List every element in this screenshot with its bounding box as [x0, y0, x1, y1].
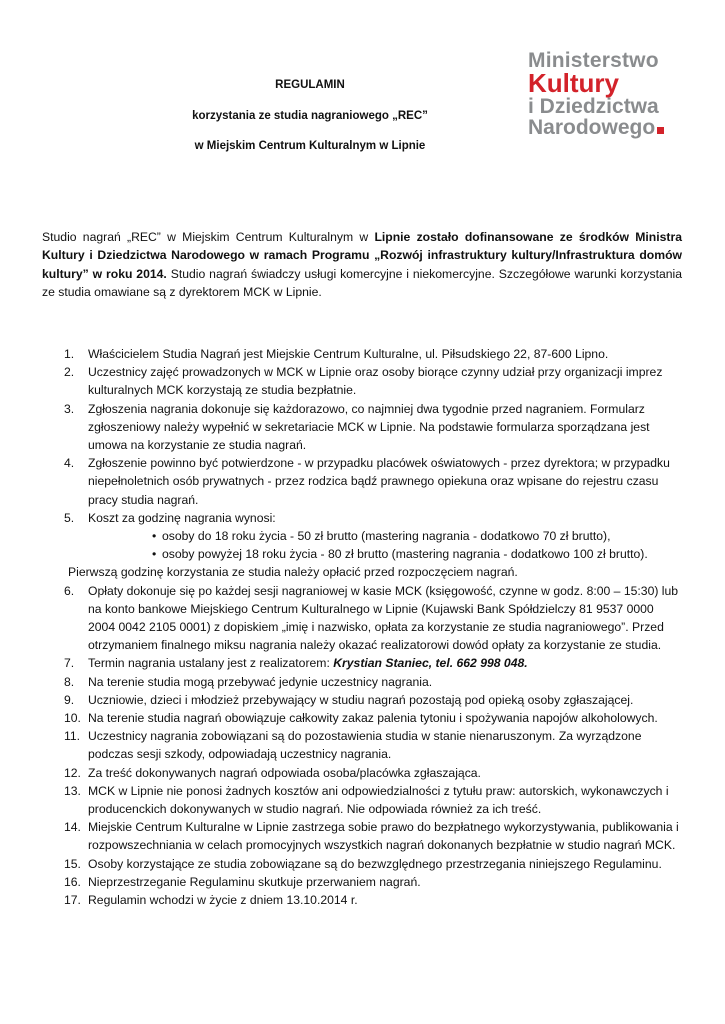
intro-text-bold: Lipnie zostało dofinansowane ze środków Ministra Kultury i Dziedzictwa Narodowego w ramach Programu „Rozwój infrastruktury kultury/Infrastruktura domów kultury” w roku 2014. [42, 230, 682, 281]
contact-person: Krystian Staniec, tel. 662 998 048. [333, 656, 528, 671]
rule-text: Zgłoszenia nagrania dokonuje się każdorazowo, co najmniej dwa tygodnie przed nagraniem. Formularz zgłoszeniowy należy wypełnić w sekretariacie MCK w Lipnie. Na podstawie formularza sporządzana jest umowa na korzystanie ze studia nagrań. [88, 401, 650, 453]
document-subtitle-location: w Miejskim Centrum Kulturalnym w Lipnie [194, 140, 426, 152]
cost-item [88, 527, 682, 545]
logo-line-narodowego: Narodowego [528, 116, 656, 139]
rule-text: Na terenie studia mogą przebywać jedynie uczestnicy nagrania. [88, 674, 433, 689]
document-header [0, 0, 725, 200]
rule-item: 17. Regulamin wchodzi w życie z dniem 13.10.2014 r. [64, 893, 358, 908]
rule-item: 8. Na terenie studia mogą przebywać jedynie uczestnicy nagrania. [64, 674, 433, 689]
cost-text: osoby powyżej 18 roku życia - 80 zł brutto (mastering nagrania - dodatkowo 100 zł brutto). [162, 547, 648, 562]
rule-text: Za treść dokonywanych nagrań odpowiada osoba/placówka zgłaszająca. [88, 765, 481, 780]
rule-text: Uczestnicy nagrania zobowiązani są do pozostawienia studia w stanie nienaruszonym. Za wyrządzone podczas sesji szkody, odpowiadają uczestnicy nagrania. [88, 729, 642, 762]
rule-text: Na terenie studia nagrań obowiązuje całkowity zakaz palenia tytoniu i spożywania napojów alkoholowych. [88, 711, 658, 726]
logo-line-dziedzictwa: i Dziedzictwa [528, 95, 659, 118]
cost-item [88, 545, 682, 563]
rule-text: Nieprzestrzeganie Regulaminu skutkuje przerwaniem nagrań. [88, 874, 421, 889]
rule-text: Zgłoszenie powinno być potwierdzone - w przypadku placówek oświatowych - przez dyrektora; w przypadku niepełnoletnich osób prywatnych - przez rodzica bądź prawnego opiekuna oraz wpisane do rejestru czasu pracy studia nagrań. [88, 456, 670, 507]
bullet-icon: • [152, 529, 157, 544]
rule-text: Opłaty dokonuje się po każdej sesji nagraniowej w kasie MCK (księgowość, czynne w godz. 8:00 – 15:30) lub na konto bankowe Miejskiego Centrum Kulturalnego w Lipnie (Kujawski Bank Spółdzielczy 81 9537 0000 2004 0042 2105 0001) z dopiskiem „imię i nazwisko, opłata za korzystanie ze studia nagraniowego”. Przed otrzymaniem finalnego miksu nagrania należy okazać realizatorowi dowód opłaty za korzystanie ze studia. [88, 583, 679, 653]
intro-paragraph [42, 228, 682, 301]
document-title: REGULAMIN [275, 79, 345, 91]
document-subtitle: korzystania ze studia nagraniowego „REC” [192, 110, 428, 122]
rule-item: 6. Opłaty dokonuje się po każdej sesji nagraniowej w kasie MCK (księgowość, czynne w godz. 8:00 – 15:30) lub na konto bankowe Miejskiego Centrum Kulturalnego w Lipnie (Kujawski Bank Spółdzielczy 81 9537 0000 2004 0042 2105 0001) z dopiskiem „imię i nazwisko, opłata za korzystanie ze studia nagraniowego”. Przed otrzymaniem finalnego miksu nagrania należy okazać realizatorowi dowód opłaty za korzystanie ze studia. [64, 583, 679, 653]
rule-item: 9. Uczniowie, dzieci i młodzież przebywający w studiu nagrań pozostają pod opieką osoby zgłaszającej. [64, 692, 634, 707]
bullet-icon: • [152, 547, 157, 562]
logo-dot-icon [657, 127, 664, 134]
rule-text: Właścicielem Studia Nagrań jest Miejskie Centrum Kulturalne, ul. Piłsudskiego 22, 87-600 Lipno. [88, 347, 609, 361]
rule-text: Osoby korzystające ze studia zobowiązane są do bezwzględnego przestrzegania niniejszego Regulaminu. [88, 856, 662, 871]
rule-text: Koszt za godzinę nagrania wynosi: [88, 510, 276, 525]
rule-note: Pierwszą godzinę korzystania ze studia należy opłacić przed rozpoczęciem nagrań. [68, 565, 518, 580]
rule-item: 15. Osoby korzystające ze studia zobowiązane są do bezwzględnego przestrzegania niniejszego Regulaminu. [64, 856, 662, 871]
rule-item: 13. MCK w Lipnie nie ponosi żadnych kosztów ani odpowiedzialności z tytułu praw: autorskich, wykonawczych i producenckich dokonywanych w studio nagrań. Nie odpowiada również za ich treść. [64, 783, 669, 817]
rule-item: 10. Na terenie studia nagrań obowiązuje całkowity zakaz palenia tytoniu i spożywania napojów alkoholowych. [64, 711, 658, 726]
ministry-logo [528, 50, 688, 138]
rule-text: Uczniowie, dzieci i młodzież przebywający w studiu nagrań pozostają pod opieką osoby zgłaszającej. [88, 692, 634, 707]
rule-text: Miejskie Centrum Kulturalne w Lipnie zastrzega sobie prawo do bezpłatnego wykorzystywania, publikowania i rozpowszechniania w celach promocyjnych wszystkich nagrań dokonanych bezpłatnie w studio nagrań MCK. [88, 820, 679, 853]
logo-line-ministerstwo: Ministerstwo [528, 49, 659, 72]
rule-text: Uczestnicy zajęć prowadzonych w MCK w Lipnie oraz osoby biorące czynny udział przy organizacji imprez kulturalnych MCK korzystają ze studia bezpłatnie. [88, 365, 663, 398]
rules-list [42, 345, 682, 909]
rule-item: 1. Właścicielem Studia Nagrań jest Miejskie Centrum Kulturalne, ul. Piłsudskiego 22, 87-600 Lipno. [64, 347, 609, 361]
rule-item: 2. Uczestnicy zajęć prowadzonych w MCK w Lipnie oraz osoby biorące czynny udział przy organizacji imprez kulturalnych MCK korzystają ze studia bezpłatnie. [64, 365, 663, 398]
rule-text: Regulamin wchodzi w życie z dniem 13.10.2014 r. [88, 893, 358, 908]
rule-text: MCK w Lipnie nie ponosi żadnych kosztów ani odpowiedzialności z tytułu praw: autorskich, wykonawczych i producenckich dokonywanych w studio nagrań. Nie odpowiada również za ich treść. [88, 783, 669, 817]
rule-item: 16. Nieprzestrzeganie Regulaminu skutkuje przerwaniem nagrań. [64, 874, 421, 889]
intro-text-1: Studio nagrań „REC” w Miejskim Centrum Kulturalnym w [42, 230, 375, 244]
rule-item: 11. Uczestnicy nagrania zobowiązani są do pozostawienia studia w stanie nienaruszonym. Za wyrządzone podczas sesji szkody, odpowiadają uczestnicy nagrania. [64, 729, 642, 762]
cost-sublist [88, 527, 682, 563]
cost-text: osoby do 18 roku życia - 50 zł brutto (mastering nagrania - dodatkowo 70 zł brutto), [162, 529, 611, 544]
rule-item: 3. Zgłoszenia nagrania dokonuje się każdorazowo, co najmniej dwa tygodnie przed nagraniem. Formularz zgłoszeniowy należy wypełnić w sekretariacie MCK w Lipnie. Na podstawie formularza sporządzana jest umowa na korzystanie ze studia nagrań. [64, 401, 650, 453]
logo-line-kultury: Kultury [528, 68, 619, 98]
rule-item: 7. Termin nagrania ustalany jest z realizatorem: Krystian Staniec, tel. 662 998 048. [64, 656, 528, 671]
rule-text: Termin nagrania ustalany jest z realizatorem: [88, 656, 334, 671]
intro-text-2: Studio nagrań świadczy usługi komercyjne i niekomercyjne. Szczegółowe warunki korzystania ze studia omawiane są z dyrektorem MCK w Lipnie. [42, 266, 682, 299]
rule-item: 5. Koszt za godzinę nagrania wynosi: • osoby do 18 roku życia - 50 zł brutto (mastering nagrania - dodatkowo 70 zł brutto), • osoby powyżej 18 roku życia - 80 zł brutto (mastering nagrania - dodatkowo 100 zł brutto). Pierwszą godzinę korzystania ze studia należy opłacić przed rozpoczęciem nagrań. [42, 509, 682, 582]
logo-line-narodowego-wrap [528, 117, 688, 138]
rule-item: 14. Miejskie Centrum Kulturalne w Lipnie zastrzega sobie prawo do bezpłatnego wykorzystywania, publikowania i rozpowszechniania w celach promocyjnych wszystkich nagrań dokonanych bezpłatnie w studio nagrań MCK. [64, 820, 679, 853]
rule-item: 12. Za treść dokonywanych nagrań odpowiada osoba/placówka zgłaszająca. [64, 765, 481, 780]
rule-item: 4. Zgłoszenie powinno być potwierdzone - w przypadku placówek oświatowych - przez dyrektora; w przypadku niepełnoletnich osób prywatnych - przez rodzica bądź prawnego opiekuna oraz wpisane do rejestru czasu pracy studia nagrań. [64, 456, 670, 507]
